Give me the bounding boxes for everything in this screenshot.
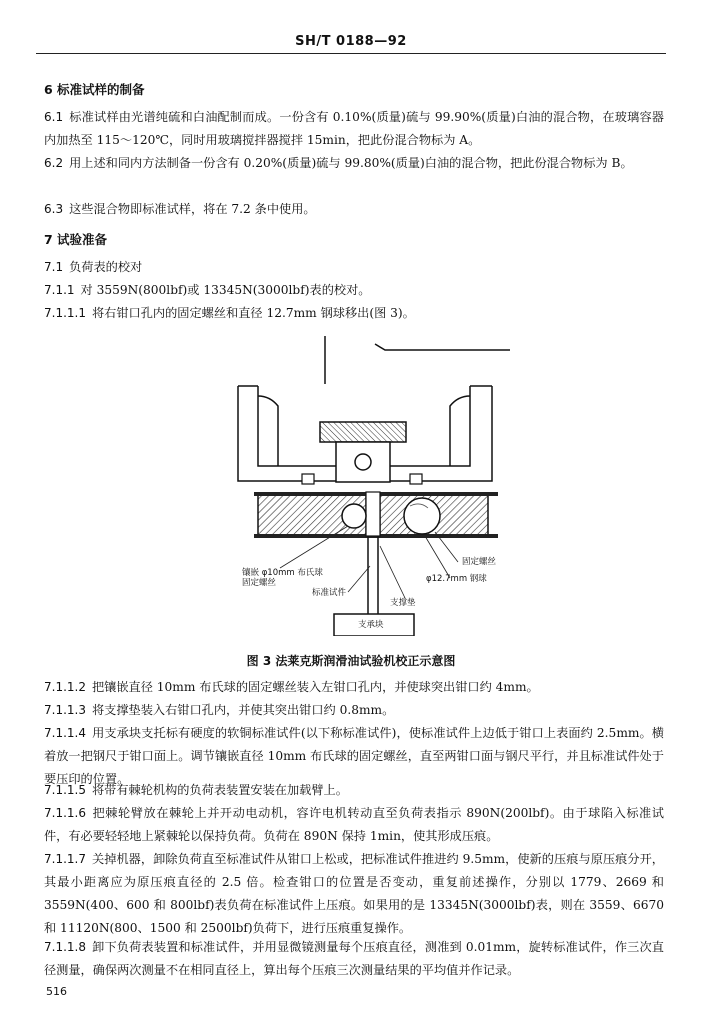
paragraph-7-1-1-7 [44, 848, 664, 940]
clause-text: 标准试样由光谱纯硫和白油配制而成。一份含有 0.10%(质量)硫与 99.90%(质量)白油的混合物，在玻璃容器内加热至 115～120℃，同时用玻璃搅拌器搅拌 15min，把此份混合物标为 A。 [44, 110, 664, 147]
figure-caption: 图 3 法莱克斯润滑油试验机校正示意图 [246, 654, 456, 668]
clause-number: 6.1 [44, 110, 64, 124]
clause-text: 对 3559N(800lbf)或 13345N(3000lbf)表的校对。 [80, 283, 371, 297]
paragraph-7-1-1-2 [44, 676, 664, 699]
label-right-screw: 固定螺丝 [462, 557, 497, 567]
clause-text: 用上述和同内方法制备一份含有 0.20%(质量)硫与 99.80%(质量)白油的混合物，把此份混合物标为 B。 [69, 156, 633, 170]
clause-text: 这些混合物即标准试样，将在 7.2 条中使用。 [69, 202, 316, 216]
clause-number: 7.1.1 [44, 283, 75, 297]
clause-number: 7.1.1.7 [44, 852, 86, 866]
clause-text: 把镶嵌直径 10mm 布氏球的固定螺丝装入左钳口孔内，并使球突出钳口约 4mm。 [91, 680, 539, 694]
paragraph-6-1 [44, 106, 664, 152]
clause-text: 关掉机器，卸除负荷直至标准试件从钳口上松或，把标准试件推进约 9.5mm，使新的压痕与原压痕分开，其最小距离应为原压痕直径的 2.5 倍。检查钳口的位置是否变动，重复前述操作，分别以 1779、2669 和 3559N(400、600 和 800lbf)表负荷在标准试件上压痕。如果用的是 13345N(3000lbf)表，则在 3559、6670 和 11120N(800、1500 和 2500lbf)负荷下，进行压痕重复操作。 [44, 852, 664, 935]
clause-number: 7.1.1.6 [44, 806, 86, 820]
paragraph-7-1-1-8 [44, 936, 664, 982]
paragraph-7-1-1 [44, 279, 664, 302]
section-6-title: 6 标准试样的制备 [44, 82, 145, 97]
clause-number: 7.1.1.4 [44, 726, 86, 740]
label-support-pad: 支撑垫 [390, 598, 416, 608]
paragraph-7-1-1-6 [44, 802, 664, 848]
clause-text: 负荷表的校对 [69, 260, 143, 274]
clause-number: 7.1 [44, 260, 64, 274]
clause-number: 7.1.1.2 [44, 680, 86, 694]
clause-number: 7.1.1.1 [44, 306, 86, 320]
label-support-block: 支承块 [358, 620, 384, 630]
paragraph-7-1 [44, 256, 664, 279]
clause-number: 6.2 [44, 156, 64, 170]
label-left-screw: 镶嵌 φ10mm 布氏球 固定螺丝 [242, 568, 323, 588]
clause-text: 用支承块支托标有硬度的软铜标准试件(以下称标准试件)，使标准试件上边低于钳口上表面约 2.5mm。横着放一把钢尺于钳口面上。调节镶嵌直径 10mm 布氏球的固定螺丝，直至两钳口面与钢尺平行，并且标准试件处于要压印的位置。 [44, 726, 664, 786]
clause-text: 卸下负荷表装置和标准试件，并用显微镜测量每个压痕直径，测准到 0.01mm，旋转标准试件，作三次直径测量，确保两次测量不在相同直径上，算出每个压痕三次测量结果的平均值并作记录。 [44, 940, 664, 977]
clause-number: 7.1.1.8 [44, 940, 86, 954]
paragraph-6-3 [44, 198, 664, 221]
label-specimen: 标准试件 [312, 588, 347, 598]
header-rule [36, 53, 666, 54]
clause-text: 将支撑垫装入右钳口孔内，并使其突出钳口约 0.8mm。 [91, 703, 395, 717]
clause-number: 7.1.1.5 [44, 783, 86, 797]
clause-number: 7.1.1.3 [44, 703, 86, 717]
label-steel-ball: φ12.7mm 钢球 [426, 574, 487, 584]
figure-3-diagram [230, 336, 510, 636]
paragraph-7-1-1-3 [44, 699, 664, 722]
paragraph-7-1-1-1 [44, 302, 664, 325]
section-7-title: 7 试验准备 [44, 232, 108, 247]
clause-text: 将带有棘轮机构的负荷表装置安装在加载臂上。 [91, 783, 348, 797]
brinell-ball [342, 504, 366, 528]
steel-ball [404, 498, 440, 534]
clause-number: 6.3 [44, 202, 64, 216]
paragraph-6-2 [44, 152, 664, 175]
page-number: 516 [46, 985, 67, 998]
jaw-assembly [254, 492, 498, 538]
clause-text: 把棘轮臂放在棘轮上并开动电动机，容许电机转动直至负荷表指示 890N(200lbf)。由于球陷入标准试件，有必要轻轻地上紧棘轮以保持负荷。负荷在 890N 保持 1min，使其形成压痕。 [44, 806, 664, 843]
load-head [302, 422, 422, 484]
clause-text: 将右钳口孔内的固定螺丝和直径 12.7mm 钢球移出(图 3)。 [91, 306, 415, 320]
page-header: SH/T 0188—92 [295, 34, 407, 49]
paragraph-7-1-1-5 [44, 779, 664, 802]
calibration-diagram [230, 336, 510, 636]
